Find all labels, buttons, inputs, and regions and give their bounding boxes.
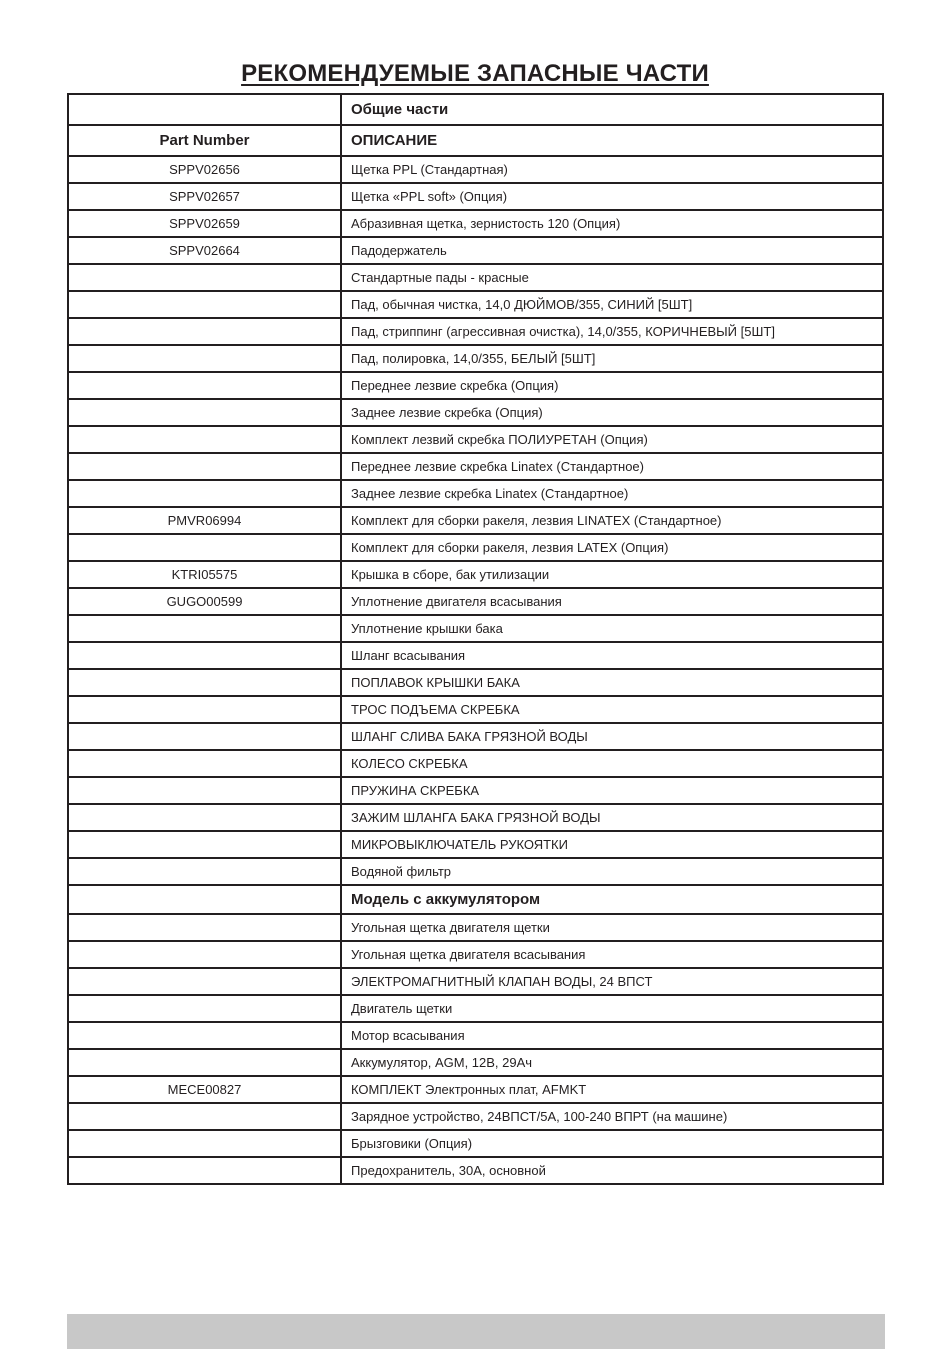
- description-cell: МИКРОВЫКЛЮЧАТЕЛЬ РУКОЯТКИ: [341, 831, 883, 858]
- part-number-cell: [68, 291, 341, 318]
- description-cell: Стандартные пады - красные: [341, 264, 883, 291]
- description-cell: Заднее лезвие скребка (Опция): [341, 399, 883, 426]
- part-number-cell: [68, 914, 341, 941]
- part-number-cell: [68, 399, 341, 426]
- description-cell: Щетка PPL (Стандартная): [341, 156, 883, 183]
- table-row: [68, 696, 883, 723]
- description-cell: ПРУЖИНА СКРЕБКА: [341, 777, 883, 804]
- table-row: [68, 1157, 883, 1184]
- part-number-cell: [68, 941, 341, 968]
- description-cell: Пад, полировка, 14,0/355, БЕЛЫЙ [5ШТ]: [341, 345, 883, 372]
- part-number-cell: [68, 480, 341, 507]
- description-cell: Пад, стриппинг (агрессивная очистка), 14,0/355, КОРИЧНЕВЫЙ [5ШТ]: [341, 318, 883, 345]
- description-cell: Переднее лезвие скребка Linatex (Стандартное): [341, 453, 883, 480]
- part-number-cell: [68, 1103, 341, 1130]
- table-row: [68, 399, 883, 426]
- description-cell: ПОПЛАВОК КРЫШКИ БАКА: [341, 669, 883, 696]
- table-row: [68, 995, 883, 1022]
- part-number-cell: KTRI05575: [68, 561, 341, 588]
- description-cell: Падодержатель: [341, 237, 883, 264]
- table-row: [68, 264, 883, 291]
- part-number-cell: [68, 723, 341, 750]
- spare-parts-table: [67, 93, 884, 1185]
- part-number-cell: [68, 615, 341, 642]
- column-header-row: [68, 125, 883, 156]
- table-row: [68, 615, 883, 642]
- table-row: [68, 1076, 883, 1103]
- part-number-cell: [68, 804, 341, 831]
- description-cell: ЗАЖИМ ШЛАНГА БАКА ГРЯЗНОЙ ВОДЫ: [341, 804, 883, 831]
- table-row: [68, 777, 883, 804]
- column-header-part-number: Part Number: [68, 125, 341, 156]
- description-cell: Комплект для сборки ракеля, лезвия LINATEX (Стандартное): [341, 507, 883, 534]
- part-number-cell: [68, 642, 341, 669]
- part-number-cell: [68, 1130, 341, 1157]
- description-cell: Пад, обычная чистка, 14,0 ДЮЙМОВ/355, СИНИЙ [5ШТ]: [341, 291, 883, 318]
- description-cell: Брызговики (Опция): [341, 1130, 883, 1157]
- description-cell: ЭЛЕКТРОМАГНИТНЫЙ КЛАПАН ВОДЫ, 24 ВПСТ: [341, 968, 883, 995]
- description-cell: Угольная щетка двигателя всасывания: [341, 941, 883, 968]
- table-row: [68, 1103, 883, 1130]
- description-cell: ТРОС ПОДЪЕМА СКРЕБКА: [341, 696, 883, 723]
- section-heading-empty-cell: [68, 94, 341, 125]
- description-cell: Предохранитель, 30А, основной: [341, 1157, 883, 1184]
- part-number-cell: [68, 1022, 341, 1049]
- description-cell: Щетка «PPL soft» (Опция): [341, 183, 883, 210]
- part-number-cell: SPPV02664: [68, 237, 341, 264]
- table-row: [68, 968, 883, 995]
- part-number-cell: [68, 1157, 341, 1184]
- description-cell: ШЛАНГ СЛИВА БАКА ГРЯЗНОЙ ВОДЫ: [341, 723, 883, 750]
- part-number-cell: PMVR06994: [68, 507, 341, 534]
- part-number-cell: [68, 534, 341, 561]
- part-number-cell: [68, 669, 341, 696]
- table-row: [68, 183, 883, 210]
- footer-bar: [67, 1314, 885, 1349]
- description-cell: Абразивная щетка, зернистость 120 (Опция): [341, 210, 883, 237]
- battery-heading-empty-cell: [68, 885, 341, 914]
- table-row: [68, 1130, 883, 1157]
- table-row: [68, 372, 883, 399]
- part-number-cell: [68, 858, 341, 885]
- table-row: [68, 534, 883, 561]
- table-row: [68, 318, 883, 345]
- battery-model-heading: Модель с аккумулятором: [341, 885, 883, 914]
- table-row: [68, 914, 883, 941]
- table-row: [68, 1049, 883, 1076]
- page-title: РЕКОМЕНДУЕМЫЕ ЗАПАСНЫЕ ЧАСТИ: [241, 60, 709, 87]
- part-number-cell: [68, 264, 341, 291]
- part-number-cell: GUGO00599: [68, 588, 341, 615]
- column-header-description: ОПИСАНИЕ: [341, 125, 883, 156]
- battery-model-heading-row: [68, 885, 883, 914]
- table-row: [68, 588, 883, 615]
- section-heading-row: [68, 94, 883, 125]
- description-cell: Угольная щетка двигателя щетки: [341, 914, 883, 941]
- description-cell: Комплект лезвий скребка ПОЛИУРЕТАН (Опция): [341, 426, 883, 453]
- part-number-cell: MECE00827: [68, 1076, 341, 1103]
- part-number-cell: [68, 777, 341, 804]
- description-cell: Шланг всасывания: [341, 642, 883, 669]
- table-row: [68, 750, 883, 777]
- part-number-cell: [68, 696, 341, 723]
- table-row: [68, 941, 883, 968]
- table-row: [68, 237, 883, 264]
- table-row: [68, 156, 883, 183]
- section-heading: Общие части: [341, 94, 883, 125]
- part-number-cell: [68, 1049, 341, 1076]
- part-number-cell: SPPV02657: [68, 183, 341, 210]
- table-row: [68, 723, 883, 750]
- part-number-cell: [68, 372, 341, 399]
- description-cell: Уплотнение крышки бака: [341, 615, 883, 642]
- part-number-cell: [68, 968, 341, 995]
- description-cell: Комплект для сборки ракеля, лезвия LATEX (Опция): [341, 534, 883, 561]
- description-cell: Мотор всасывания: [341, 1022, 883, 1049]
- part-number-cell: [68, 750, 341, 777]
- table-row: [68, 642, 883, 669]
- description-cell: Двигатель щетки: [341, 995, 883, 1022]
- part-number-cell: SPPV02659: [68, 210, 341, 237]
- description-cell: Переднее лезвие скребка (Опция): [341, 372, 883, 399]
- table-row: [68, 831, 883, 858]
- part-number-cell: [68, 453, 341, 480]
- table-row: [68, 1022, 883, 1049]
- part-number-cell: [68, 345, 341, 372]
- part-number-cell: [68, 831, 341, 858]
- description-cell: Водяной фильтр: [341, 858, 883, 885]
- table-row: [68, 345, 883, 372]
- table-row: [68, 453, 883, 480]
- part-number-cell: SPPV02656: [68, 156, 341, 183]
- table-row: [68, 669, 883, 696]
- table-row: [68, 507, 883, 534]
- description-cell: Аккумулятор, AGM, 12В, 29Ач: [341, 1049, 883, 1076]
- table-row: [68, 426, 883, 453]
- table-row: [68, 858, 883, 885]
- table-row: [68, 210, 883, 237]
- part-number-cell: [68, 318, 341, 345]
- part-number-cell: [68, 995, 341, 1022]
- table-row: [68, 561, 883, 588]
- description-cell: Заднее лезвие скребка Linatex (Стандартное): [341, 480, 883, 507]
- description-cell: Крышка в сборе, бак утилизации: [341, 561, 883, 588]
- description-cell: КОМПЛЕКТ Электронных плат, AFMKT: [341, 1076, 883, 1103]
- table-row: [68, 804, 883, 831]
- description-cell: КОЛЕСО СКРЕБКА: [341, 750, 883, 777]
- table-row: [68, 480, 883, 507]
- table-row: [68, 291, 883, 318]
- description-cell: Уплотнение двигателя всасывания: [341, 588, 883, 615]
- description-cell: Зарядное устройство, 24ВПСТ/5А, 100-240 ВПРТ (на машине): [341, 1103, 883, 1130]
- part-number-cell: [68, 426, 341, 453]
